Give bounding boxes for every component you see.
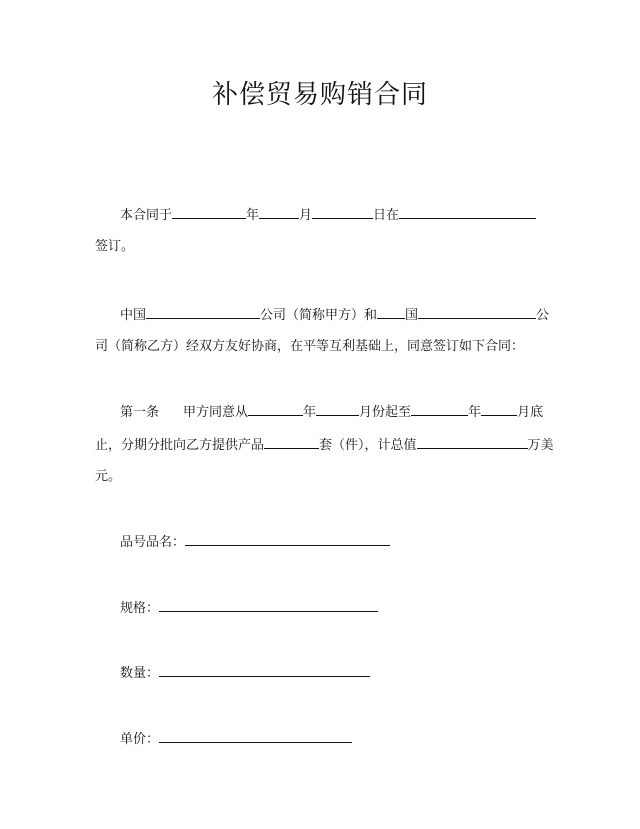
- product-name-label: 品号品名：: [120, 535, 186, 550]
- article-text-g: 套（件），计总值: [319, 438, 417, 453]
- spec-blank: [159, 599, 378, 612]
- intro-text-d: 日在: [373, 208, 400, 223]
- intro-text-a: 本合同于: [120, 208, 173, 223]
- spec-row: [120, 599, 378, 617]
- start-month-blank: [316, 403, 359, 416]
- quantity-row: [120, 664, 370, 682]
- intro-text-c: 月: [299, 208, 313, 223]
- total-value-blank: [417, 436, 528, 449]
- product-name-blank: [185, 533, 390, 546]
- intro-line-1: [120, 206, 536, 224]
- spec-label: 规格：: [120, 601, 160, 616]
- intro-line-2: 签订。: [95, 239, 135, 254]
- parties-text-d: 公: [536, 308, 550, 323]
- article-text-a: 甲方同意从: [183, 405, 249, 420]
- quantity-label: 数量：: [120, 666, 160, 681]
- sets-blank: [264, 436, 319, 449]
- party-a-name-blank: [146, 306, 260, 319]
- article-text-e: 月底: [517, 405, 544, 420]
- parties-line-2: 司（简称乙方）经双方友好协商，在平等互利基础上，同意签订如下合同：: [95, 339, 525, 354]
- product-name-row: [120, 533, 390, 551]
- article-1-line-1: [120, 403, 543, 421]
- parties-text-a: 中国: [120, 308, 147, 323]
- article-text-c: 月份起至: [359, 405, 412, 420]
- article-1-line-2: [95, 436, 554, 454]
- article-text-d: 年: [468, 405, 482, 420]
- article-1-line-3: 元。: [95, 469, 122, 484]
- article-text-b: 年: [303, 405, 317, 420]
- intro-text-b: 年: [246, 208, 260, 223]
- unit-price-row: [120, 730, 352, 748]
- start-year-blank: [248, 403, 303, 416]
- year-blank: [172, 206, 246, 219]
- article-text-h: 万美: [527, 438, 554, 453]
- country-blank: [377, 306, 405, 319]
- parties-text-c: 国: [405, 308, 419, 323]
- party-b-name-blank: [418, 306, 536, 319]
- day-blank: [312, 206, 373, 219]
- unit-price-label: 单价：: [120, 732, 160, 747]
- document-title: 补偿贸易购销合同: [211, 80, 428, 110]
- month-blank: [259, 206, 299, 219]
- end-year-blank: [411, 403, 468, 416]
- quantity-blank: [159, 664, 370, 677]
- parties-line-1: [120, 306, 549, 324]
- end-month-blank: [481, 403, 517, 416]
- unit-price-blank: [159, 730, 352, 743]
- article-number: 第一条: [120, 405, 160, 420]
- article-text-f: 止，分期分批向乙方提供产品: [95, 438, 265, 453]
- place-blank: [399, 206, 536, 219]
- parties-text-b: 公司（简称甲方）和: [260, 308, 378, 323]
